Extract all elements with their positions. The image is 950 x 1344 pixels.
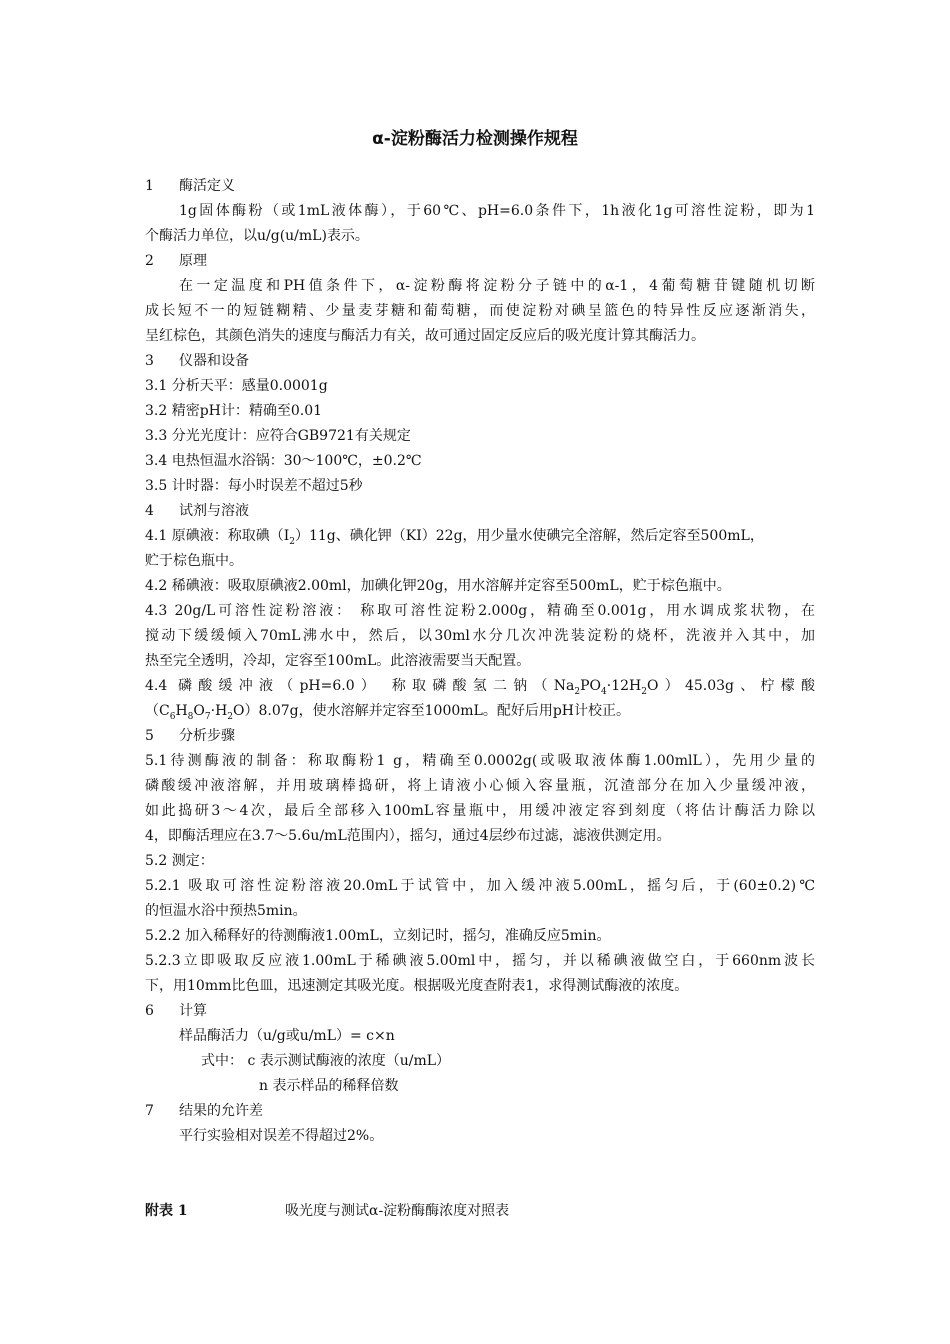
paragraph-line: 平行实验相对误差不得超过2%。 xyxy=(179,1128,384,1144)
page-title: α-淀粉酶活力检测操作规程 xyxy=(372,129,578,149)
paragraph-line: 个酶活力单位，以u/g(u/mL)表示。 xyxy=(145,228,369,244)
paragraph-line: 的恒温水浴中预热5min。 xyxy=(145,903,307,919)
section-number: 3 xyxy=(145,353,154,369)
paragraph-line: 成长短不一的短链糊精、少量麦芽糖和葡萄糖，而使淀粉对碘呈篮色的特异性反应逐渐消失， xyxy=(145,303,815,319)
text-run: 4.4 磷酸缓冲液（pH=6.0） 称取磷酸氢二钠（Na xyxy=(145,678,575,694)
section-number: 5 xyxy=(145,728,154,744)
paragraph-line: 4，即酶活理应在3.7～5.6u/mL范围内），摇匀，通过4层纱布过滤，滤液供测定用。 xyxy=(145,828,671,844)
paragraph-line: 热至完全透明，冷却，定容至100mL。此溶液需要当天配置。 xyxy=(145,653,531,669)
section-number: 6 xyxy=(145,1003,154,1019)
formula-line: 样品酶活力（u/g或u/mL）= c×n xyxy=(179,1028,395,1044)
section-title: 分析步骤 xyxy=(179,728,235,744)
section-title: 仪器和设备 xyxy=(179,353,249,369)
paragraph-line: 如此捣研3～4次，最后全部移入100mL容量瓶中，用缓冲液定容到刻度（将估计酶活力除以 xyxy=(145,803,815,819)
subscript: 2 xyxy=(227,711,234,722)
paragraph-line: 5.1待测酶液的制备：称取酶粉1 g，精确至0.0002g(或吸取液体酶1.00mlL），先用少量的 xyxy=(145,753,815,769)
paragraph-line xyxy=(145,674,815,699)
section-title: 试剂与溶液 xyxy=(179,503,249,519)
paragraph-line: 4.2 稀碘液：吸取原碘液2.00ml，加碘化钾20g，用水溶解并定容至500mL，贮于棕色瓶中。 xyxy=(145,578,731,594)
equipment-item: 3.4 电热恒温水浴锅：30～100℃，±0.2℃ xyxy=(145,453,422,469)
section-7-heading xyxy=(145,1099,815,1124)
equipment-item: 3.1 分析天平：感量0.0001g xyxy=(145,378,328,394)
paragraph-line: 呈红棕色，其颜色消失的速度与酶活力有关，故可通过固定反应后的吸光度计算其酶活力。 xyxy=(145,328,705,344)
text-run: （C xyxy=(145,703,170,719)
spacer xyxy=(145,1149,815,1199)
subscript: 2 xyxy=(641,686,647,697)
text-run: O）45.03g、柠檬酸 xyxy=(646,678,815,694)
text-run: PO xyxy=(580,678,602,694)
equipment-item: 3.2 精密pH计：精确至0.01 xyxy=(145,403,323,419)
section-2-heading xyxy=(145,249,815,274)
equipment-item: 3.3 分光光度计：应符合GB9721有关规定 xyxy=(145,428,411,444)
section-title: 计算 xyxy=(179,1003,207,1019)
appendix-caption xyxy=(145,1199,815,1224)
paragraph-line: 贮于棕色瓶中。 xyxy=(145,553,243,569)
section-number: 1 xyxy=(145,178,154,194)
subscript: 6 xyxy=(169,711,176,722)
paragraph-line: 磷酸缓冲液溶解，并用玻璃棒捣研，将上请液小心倾入容量瓶，沉渣部分在加入少量缓冲液， xyxy=(145,778,815,794)
section-number: 7 xyxy=(145,1103,154,1119)
formula-variable-n: n 表示样品的稀释倍数 xyxy=(259,1078,399,1094)
paragraph-line: 1g固体酶粉（或1mL液体酶），于60℃、pH=6.0条件下，1h液化1g可溶性淀粉，即为1 xyxy=(179,203,815,219)
paragraph-line: 在一定温度和PH值条件下，α-淀粉酶将淀粉分子链中的α-1，4葡萄糖苷键随机切断 xyxy=(179,278,815,294)
document-body xyxy=(145,174,815,1224)
text-run: ）11g、碘化钾（KI）22g，用少量水使碘完全溶解，然后定容至500mL， xyxy=(294,528,764,544)
formula-variable-c: 式中： c 表示测试酶液的浓度（u/mL） xyxy=(201,1053,451,1069)
text-run: O）8.07g，使水溶解并定容至1000mL。配好后用pH计校正。 xyxy=(233,703,631,719)
section-3-heading xyxy=(145,349,815,374)
subscript: 4 xyxy=(601,686,607,697)
text-run: ·H xyxy=(210,703,228,719)
section-title: 原理 xyxy=(179,253,207,269)
subscript: 2 xyxy=(289,536,295,547)
section-number: 4 xyxy=(145,503,154,519)
paragraph-line: 搅动下缓缓倾入70mL沸水中，然后，以30ml水分几次冲洗装淀粉的烧杯，洗液并入其中，加 xyxy=(145,628,815,644)
appendix-title: 吸光度与测试α-淀粉酶酶浓度对照表 xyxy=(285,1203,510,1219)
paragraph-line: 5.2 测定： xyxy=(145,853,214,869)
paragraph-line: 5.2.2 加入稀释好的待测酶液1.00mL，立刻记时，摇匀，准确反应5min。 xyxy=(145,928,611,944)
section-number: 2 xyxy=(145,253,154,269)
section-6-heading xyxy=(145,999,815,1024)
subscript: 8 xyxy=(187,711,194,722)
paragraph-line xyxy=(145,524,815,549)
section-1-heading xyxy=(145,174,815,199)
text-run: 4.1 原碘液：称取碘（I xyxy=(145,528,290,544)
section-5-heading xyxy=(145,724,815,749)
text-run: ·12H xyxy=(606,678,642,694)
subscript: 7 xyxy=(204,711,211,722)
subscript: 2 xyxy=(574,686,581,697)
section-4-heading xyxy=(145,499,815,524)
paragraph-line: 下，用10mm比色皿，迅速测定其吸光度。根据吸光度查附表1，求得测试酶液的浓度。 xyxy=(145,978,689,994)
equipment-item: 3.5 计时器：每小时误差不超过5秒 xyxy=(145,478,363,494)
paragraph-line: 4.3 20g/L可溶性淀粉溶液： 称取可溶性淀粉2.000g，精确至0.001g，用水调成浆状物，在 xyxy=(145,603,815,619)
appendix-label: 附表 1 xyxy=(145,1203,188,1219)
paragraph-line: 5.2.3立即吸取反应液1.00mL于稀碘液5.00ml中，摇匀，并以稀碘液做空白，于660nm波长 xyxy=(145,953,815,969)
paragraph-line xyxy=(145,699,815,724)
text-run: H xyxy=(175,703,188,719)
section-title: 结果的允许差 xyxy=(179,1103,263,1119)
text-run: O xyxy=(193,703,205,719)
paragraph-line: 5.2.1 吸取可溶性淀粉溶液20.0mL于试管中，加入缓冲液5.00mL，摇匀后，于(60±0.2)℃ xyxy=(145,878,815,894)
section-title: 酶活定义 xyxy=(179,178,235,194)
